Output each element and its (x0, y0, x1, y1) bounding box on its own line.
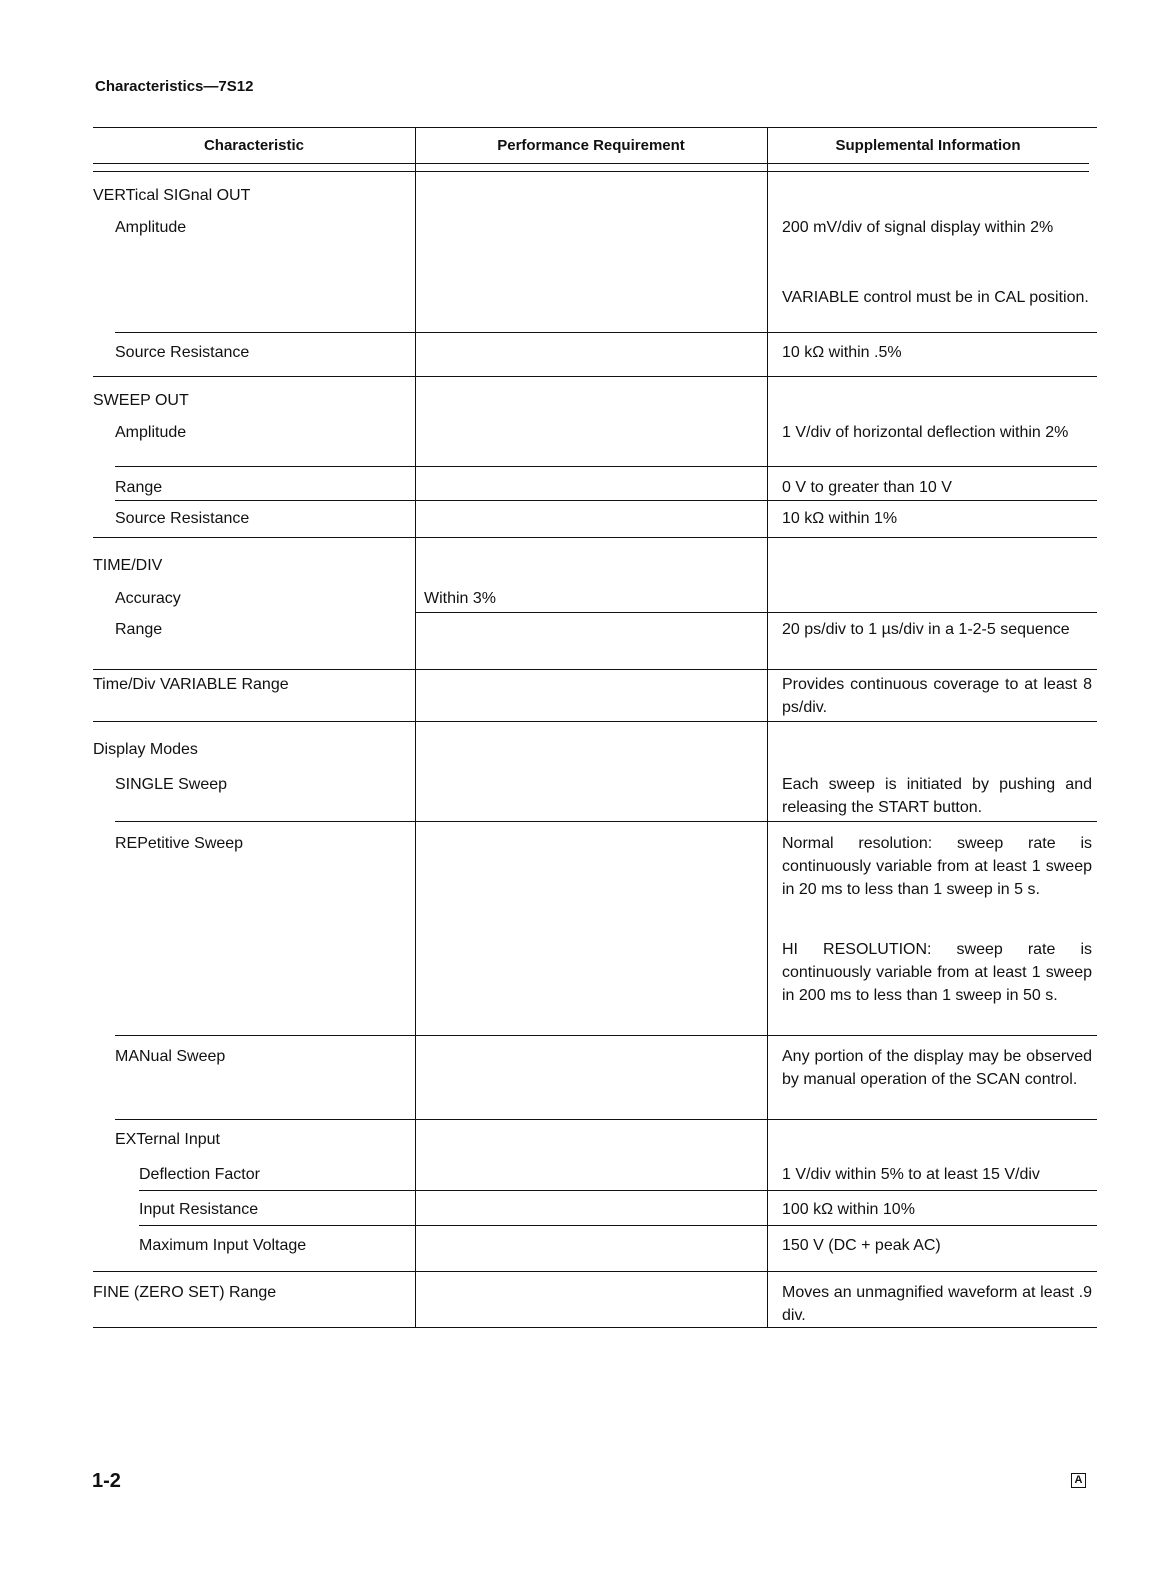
row-divider (115, 1035, 1097, 1036)
table-bottom-rule (93, 1327, 1097, 1328)
row-label: Source Resistance (115, 510, 250, 527)
row-label: Time/Div VARIABLE Range (93, 676, 289, 693)
row-label: SWEEP OUT (93, 392, 189, 409)
supplemental-info: Normal resolution: sweep rate is continuously variable from at least 1 sweep in 20 ms to less than 1 sweep in 5 s. (782, 835, 1092, 898)
header-rule (93, 171, 1089, 172)
row-divider (115, 1119, 1097, 1120)
row-label: Maximum Input Voltage (139, 1237, 307, 1254)
revision-mark: A (1071, 1473, 1086, 1488)
row-label: MANual Sweep (115, 1048, 226, 1065)
row-label: VERTical SIGnal OUT (93, 187, 251, 204)
characteristics-table (93, 127, 1097, 1324)
supplemental-info: 10 kΩ within 1% (782, 510, 898, 527)
row-divider (415, 612, 1097, 613)
row-divider (115, 821, 1097, 822)
row-label: EXTernal Input (115, 1131, 220, 1148)
row-label: Accuracy (115, 590, 181, 607)
supplemental-info: HI RESOLUTION: sweep rate is continuously variable from at least 1 sweep in 200 ms to less than 1 sweep in 50 s. (782, 941, 1092, 1004)
row-divider (93, 376, 1097, 377)
row-divider (93, 669, 1097, 670)
supplemental-info: Each sweep is initiated by pushing and releasing the START button. (782, 776, 1092, 816)
page-number: 1-2 (92, 1470, 121, 1492)
row-label: Amplitude (115, 219, 187, 236)
row-label: Deflection Factor (139, 1166, 260, 1183)
supplemental-info: 100 kΩ within 10% (782, 1201, 915, 1218)
page-header: Characteristics—7S12 (95, 78, 254, 95)
column-divider-1 (415, 127, 416, 1328)
supplemental-info: 200 mV/div of signal display within 2% (782, 219, 1054, 236)
row-divider (115, 332, 1097, 333)
row-divider (93, 721, 1097, 722)
column-divider-2 (767, 127, 768, 1328)
supplemental-info: 10 kΩ within .5% (782, 344, 902, 361)
row-divider (139, 1225, 1097, 1226)
supplemental-info: 1 V/div of horizontal deflection within 2% (782, 424, 1069, 441)
table-header-row (93, 127, 1097, 175)
column-header-supplemental: Supplemental Information (767, 128, 1089, 164)
performance-requirement: Within 3% (424, 590, 497, 607)
row-divider (93, 1271, 1097, 1272)
supplemental-info: 150 V (DC + peak AC) (782, 1237, 941, 1254)
row-divider (115, 500, 1097, 501)
row-label: Display Modes (93, 741, 198, 758)
row-label: Range (115, 621, 163, 638)
supplemental-info: Any portion of the display may be observed by manual operation of the SCAN control. (782, 1048, 1092, 1088)
row-label: Range (115, 479, 163, 496)
row-label: Amplitude (115, 424, 187, 441)
supplemental-info: Provides continuous coverage to at least 8 ps/div. (782, 676, 1092, 716)
supplemental-info: VARIABLE control must be in CAL position. (782, 289, 1089, 306)
row-label: TIME/DIV (93, 557, 163, 574)
supplemental-info: 0 V to greater than 10 V (782, 479, 952, 496)
column-header-characteristic: Characteristic (93, 128, 415, 164)
row-label: FINE (ZERO SET) Range (93, 1284, 277, 1301)
row-divider (115, 466, 1097, 467)
row-label: Input Resistance (139, 1201, 259, 1218)
row-divider (139, 1190, 1097, 1191)
row-label: Source Resistance (115, 344, 250, 361)
supplemental-info: 20 ps/div to 1 µs/div in a 1-2-5 sequence (782, 621, 1070, 638)
column-header-performance: Performance Requirement (415, 128, 767, 164)
supplemental-info: 1 V/div within 5% to at least 15 V/div (782, 1166, 1040, 1183)
row-label: REPetitive Sweep (115, 835, 244, 852)
row-label: SINGLE Sweep (115, 776, 228, 793)
row-divider (93, 537, 1097, 538)
supplemental-info: Moves an unmagnified waveform at least .9 div. (782, 1284, 1092, 1324)
